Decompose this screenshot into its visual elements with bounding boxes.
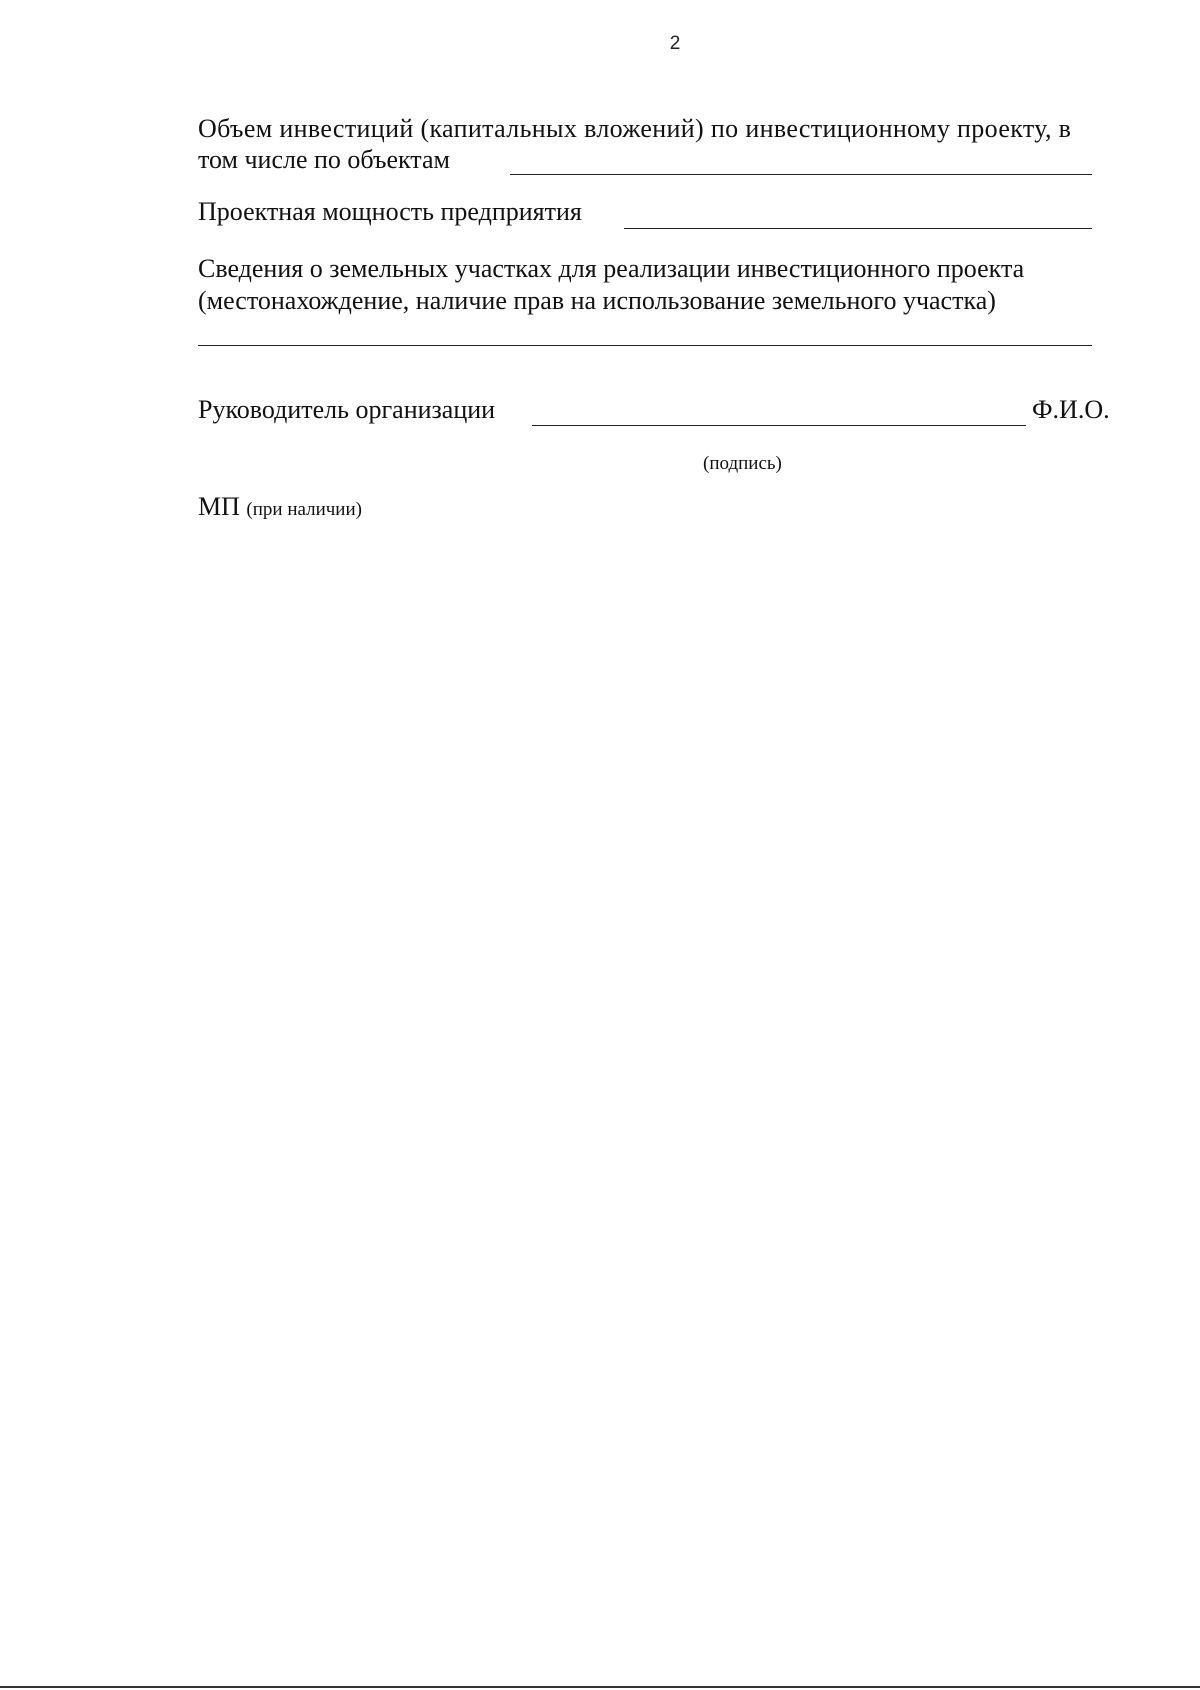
- signature-fill-line[interactable]: [532, 425, 1026, 426]
- land-label-line-2: (местонахождение, наличие прав на использование земельного участка): [198, 286, 996, 315]
- page-bottom-edge: [0, 1686, 1200, 1688]
- signature-caption: (подпись): [703, 453, 782, 474]
- investment-fill-line[interactable]: [510, 174, 1092, 175]
- land-label-line-1: Сведения о земельных участках для реализации инвестиционного проекта: [198, 254, 1025, 283]
- signature-name-placeholder: Ф.И.О.: [1032, 395, 1110, 424]
- capacity-fill-line[interactable]: [624, 228, 1092, 229]
- capacity-label: Проектная мощность предприятия: [198, 197, 582, 226]
- stamp-label: МП: [198, 492, 240, 521]
- investment-label-line-2: том числе по объектам: [198, 145, 450, 174]
- signature-label: Руководитель организации: [198, 395, 496, 424]
- stamp-line: [198, 491, 362, 526]
- page-number: 2: [669, 33, 681, 54]
- investment-label-line-1: Объем инвестиций (капитальных вложений) по инвестиционному проекту, в: [198, 114, 1072, 143]
- land-fill-line[interactable]: [198, 345, 1092, 346]
- stamp-note: (при наличии): [246, 499, 362, 520]
